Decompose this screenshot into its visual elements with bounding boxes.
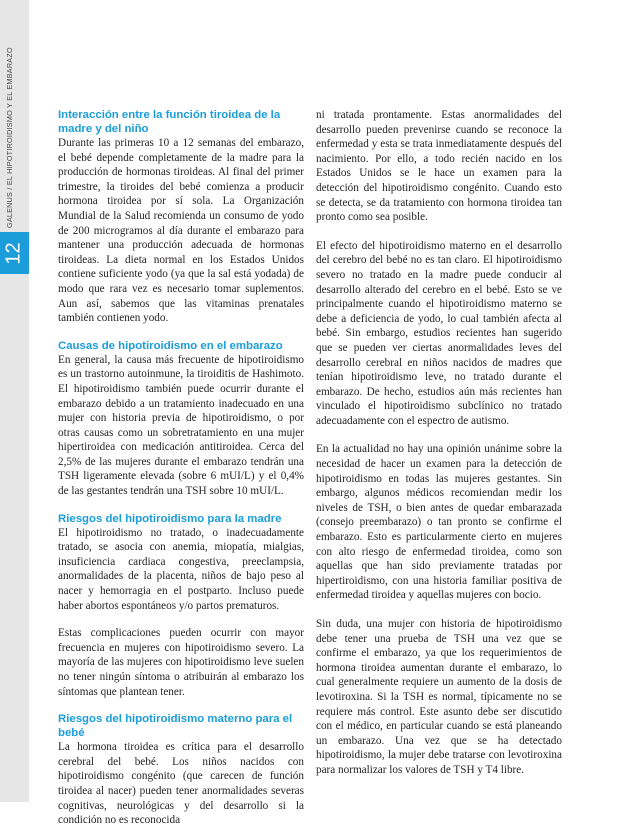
running-head-text: GALENUS / EL HIPOTIROIDISMO Y EL EMBARAZO xyxy=(5,47,14,228)
page-number-text: 12 xyxy=(3,241,25,265)
paragraph: ni tratada prontamente. Estas anormalidades del desarrollo pueden prevenirse cuando se reconoce la enfermedad y esta se trata inmediatamente después del nacimiento. Por ello, a todo recién nacido en los Estados Unidos se le hace un examen para la detección del hipotiroidismo congénito. Cuando esto se detecta, se da tratamiento con hormona tiroidea tan pronto como sea posible. xyxy=(316,109,562,224)
paragraph: El efecto del hipotiroidismo materno en el desarrollo del cerebro del bebé no es tan claro. El hipotiroidismo severo no tratado en la madre puede conducir al desarrollo alterado del cerebro en el bebé. Esto se ve principalmente cuando el hipotiroidismo materno se debe a deficiencia de yodo, lo cual también afecta al bebé. Sin embargo, estudios recientes han sugerido que se pueden ver ciertas anormalidades leves del desarrollo cerebral en niños nacidos de madres que tenían hipotiroidismo leve, no tratado durante el embarazo. De hecho, estudios aún más recientes han vinculado el hipotiroidismo subclínico no tratado adecuadamente con el espectro de autismo. xyxy=(316,239,562,427)
paragraph: La hormona tiroidea es crítica para el desarrollo cerebral del bebé. Los niños nacidos con hipotiroidismo congénito (que carecen de función tiroidea al nacer) pueden tener anormalidades severas cognitivas, neurológicas y del desarrollo si la condición no es reconocida xyxy=(58,741,304,827)
section-heading-riesgos-madre: Riesgos del hipotiroidismo para la madre xyxy=(58,512,282,525)
paragraph: Sin duda, una mujer con historia de hipotiroidismo debe tener una prueba de TSH una vez que se confirme el embarazo, ya que los requerimientos de hormona tiroidea aumentan durante el embarazo, lo cual generalmente requiere un aumento de la dosis de levotiroxina. Si la TSH es normal, típicamente no se requiere más control. Este asunto debe ser discutido con el médico, en particular cuando se está planeando un embarazo. Una vez que se ha detectado hipotiroidismo, la mujer debe tratarse con levotiroxina para normalizar los valores de TSH y T4 libre. xyxy=(316,618,562,776)
paragraph: Estas complicaciones pueden ocurrir con mayor frecuencia en mujeres con hipotiroidismo severo. La mayoría de las mujeres con hipotiroidismo leve suelen no tener ningún síntoma o atribuirán al embarazo los síntomas que plantean tener. xyxy=(58,627,304,698)
section-heading-causas: Causas de hipotiroidismo en el embarazo xyxy=(58,339,283,352)
section-heading-interaccion: Interacción entre la función tiroidea de la madre y del niño xyxy=(58,109,281,135)
section-heading-riesgos-bebe: Riesgos del hipotiroidismo materno para el bebé xyxy=(58,713,293,740)
paragraph: Durante las primeras 10 a 12 semanas del embarazo, el bebé depende completamente de la madre para la producción de hormonas tiroideas. Al final del primer trimestre, la tiroides del bebé comienza a producir hormona tiroidea por sí sola. La Organización Mundial de la Salud recomienda un consumo de yodo de 200 microgramos al día durante el embarazo para mantener una producción adecuada de hormonas tiroideas. La dieta normal en los Estados Unidos contiene suficiente yodo (ya que la sal está yodada) de modo que rara vez es necesario tomar suplementos. Aun así, sabemos que las vitaminas prenatales también contienen yodo. xyxy=(58,137,304,325)
paragraph: En la actualidad no hay una opinión unánime sobre la necesidad de hacer un examen para la detección de hipotiroidismo en todas las mujeres gestantes. Sin embargo, algunos médicos recomiendan medir los niveles de TSH, o bien antes de quedar embarazada (consejo preembarazo) o tan pronto se confirme el embarazo. Esto es particularmente cierto en mujeres con alto riesgo de enfermedad tiroidea, como son aquellas que han sido previamente tratadas por hipertiroidismo, con una historia familiar positiva de enfermedad tiroidea y aquellas mujeres con bocio. xyxy=(316,443,562,602)
left-column xyxy=(58,108,304,828)
paragraph: En general, la causa más frecuente de hipotiroidismo es un trastorno autoinmune, la tiroiditis de Hashimoto. El hipotiroidismo también puede ocurrir durante el embarazo debido a un tratamiento inadecuado en una mujer con historia previa de hipotiroidismo, o por otras causas como un sobretratamiento en una mujer hipertiroidea con medicación antitiroidea. Cerca del 2,5% de las mujeres durante el embarazo tendrán una TSH ligeramente elevada (sobre 6 mUI/L) y el 0,4% de las gestantes tendrán una TSH sobre 10 mUI/L. xyxy=(58,353,304,498)
right-column xyxy=(316,108,562,778)
paragraph: El hipotiroidismo no tratado, o inadecuadamente tratado, se asocia con anemia, miopatía, mialgias, insuficiencia cardiaca congestiva, preeclampsia, anormalidades de la placenta, niños de bajo peso al nacer y hemorragia en el postparto. Incluso puede haber abortos espontáneos y/o partos prematuros. xyxy=(58,526,304,612)
page-number xyxy=(0,232,29,274)
